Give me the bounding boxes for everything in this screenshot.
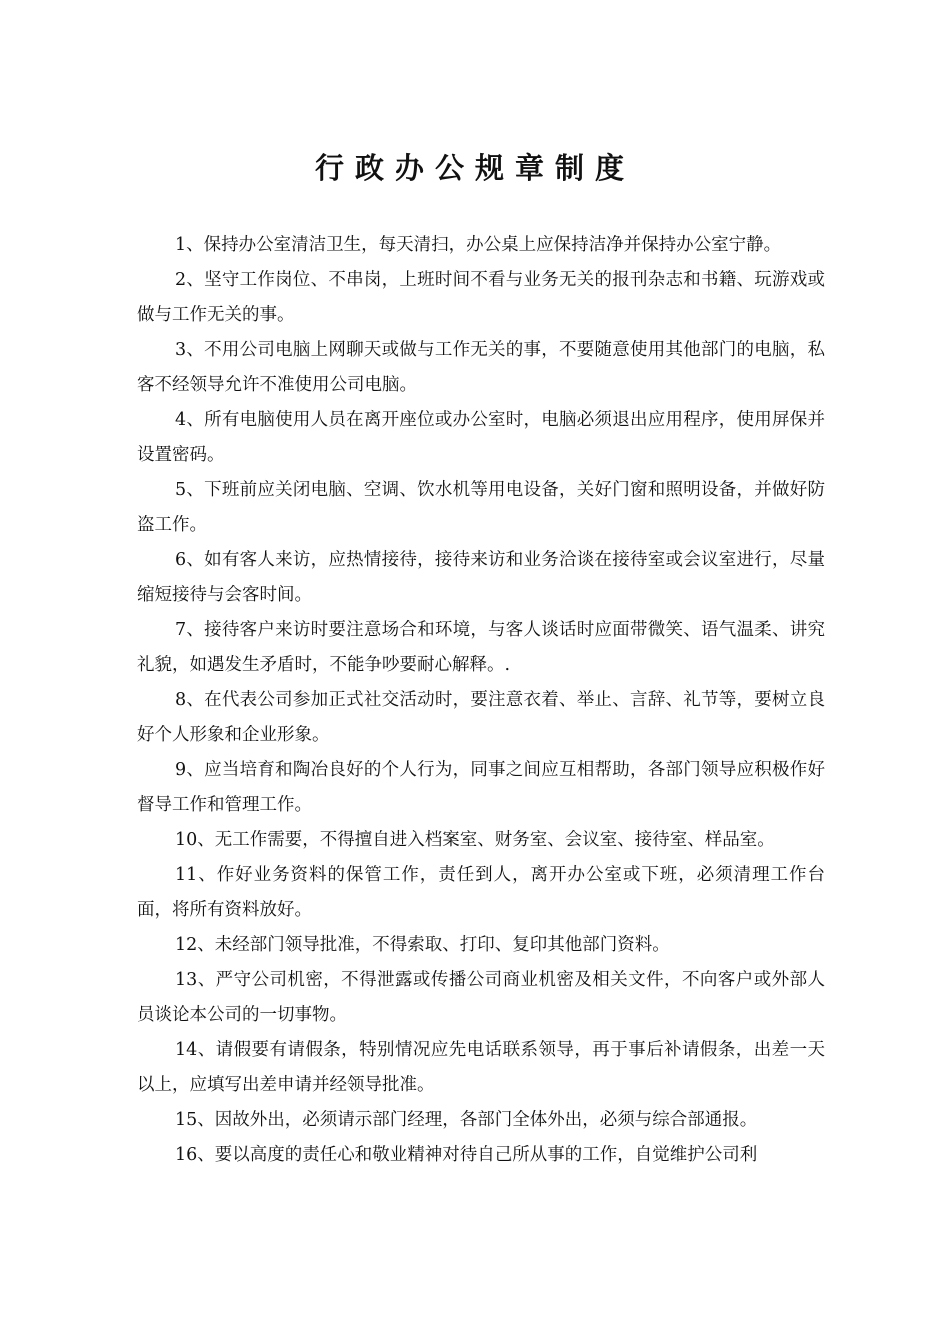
rule-item: 3、不用公司电脑上网聊天或做与工作无关的事，不要随意使用其他部门的电脑，私客不经领导允许不准使用公司电脑。 — [137, 340, 825, 395]
rule-item: 11、作好业务资料的保管工作，责任到人，离开办公室或下班，必须清理工作台面，将所有资料放好。 — [137, 865, 825, 920]
rule-item: 10、无工作需要，不得擅自进入档案室、财务室、会议室、接待室、样品室。 — [175, 830, 775, 850]
rule-item: 1、保持办公室清洁卫生，每天清扫，办公桌上应保持洁净并保持办公室宁静。 — [175, 235, 782, 255]
rule-item: 13、严守公司机密，不得泄露或传播公司商业机密及相关文件，不向客户或外部人员谈论本公司的一切事物。 — [137, 970, 825, 1025]
rule-item: 2、坚守工作岗位、不串岗，上班时间不看与业务无关的报刊杂志和书籍、玩游戏或做与工作无关的事。 — [137, 270, 825, 325]
rule-item: 4、所有电脑使用人员在离开座位或办公室时，电脑必须退出应用程序，使用屏保并设置密码。 — [137, 410, 825, 465]
rule-item: 7、接待客户来访时要注意场合和环境，与客人谈话时应面带微笑、语气温柔、讲究礼貌，如遇发生矛盾时，不能争吵要耐心解释。. — [137, 620, 825, 675]
rule-item: 12、未经部门领导批准，不得索取、打印、复印其他部门资料。 — [175, 935, 670, 955]
rule-item: 15、因故外出，必须请示部门经理，各部门全体外出，必须与综合部通报。 — [175, 1110, 758, 1130]
rules-list — [137, 228, 825, 1173]
rule-item: 8、在代表公司参加正式社交活动时，要注意衣着、举止、言辞、礼节等，要树立良好个人形象和企业形象。 — [137, 690, 825, 745]
rule-item: 6、如有客人来访，应热情接待，接待来访和业务洽谈在接待室或会议室进行，尽量缩短接待与会客时间。 — [137, 550, 825, 605]
rule-item: 9、应当培育和陶冶良好的个人行为，同事之间应互相帮助，各部门领导应积极作好督导工作和管理工作。 — [137, 760, 825, 815]
rule-item: 14、请假要有请假条，特别情况应先电话联系领导，再于事后补请假条，出差一天以上，应填写出差申请并经领导批准。 — [137, 1040, 825, 1095]
rule-item: 16、要以高度的责任心和敬业精神对待自己所从事的工作，自觉维护公司利 — [175, 1145, 758, 1165]
rule-item: 5、下班前应关闭电脑、空调、饮水机等用电设备，关好门窗和照明设备，并做好防盗工作。 — [137, 480, 825, 535]
page-title: 行政办公规章制度 — [314, 151, 635, 185]
